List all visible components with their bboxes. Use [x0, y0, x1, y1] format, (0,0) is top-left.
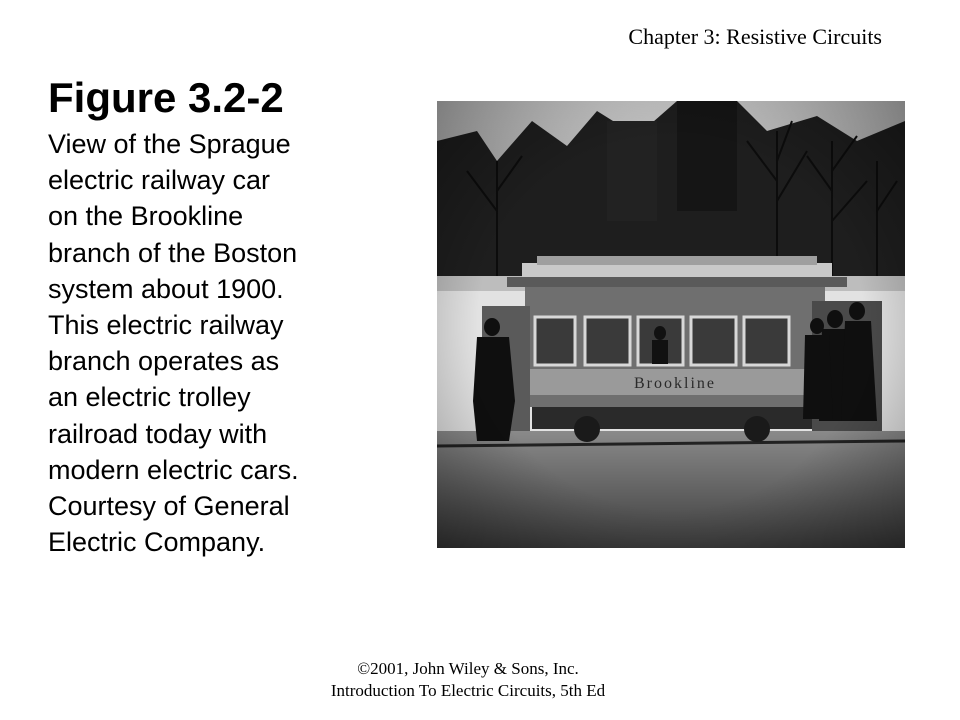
caption-line: This electric railway — [48, 310, 284, 341]
figure-caption — [48, 126, 388, 560]
caption-line: branch of the Boston — [48, 237, 298, 268]
caption-line: electric railway car — [48, 165, 271, 196]
caption-line: Courtesy of General — [48, 491, 290, 522]
caption-line: on the Brookline — [48, 201, 244, 232]
caption-line: railroad today with — [48, 418, 268, 449]
caption-line: an electric trolley — [48, 382, 251, 413]
chapter-header: Chapter 3: Resistive Circuits — [628, 24, 882, 49]
caption-line: branch operates as — [48, 346, 280, 377]
figure-title: Figure 3.2-2 — [48, 74, 284, 121]
caption-line: View of the Sprague — [48, 129, 291, 159]
caption-line: system about 1900. — [48, 273, 284, 304]
footer-copyright: ©2001, John Wiley & Sons, Inc. — [357, 659, 579, 678]
caption-line: Electric Company. — [48, 527, 266, 558]
trolley-photo — [437, 101, 905, 548]
caption-line: modern electric cars. — [48, 454, 299, 485]
footer-book-title: Introduction To Electric Circuits, 5th Ed — [330, 681, 606, 700]
